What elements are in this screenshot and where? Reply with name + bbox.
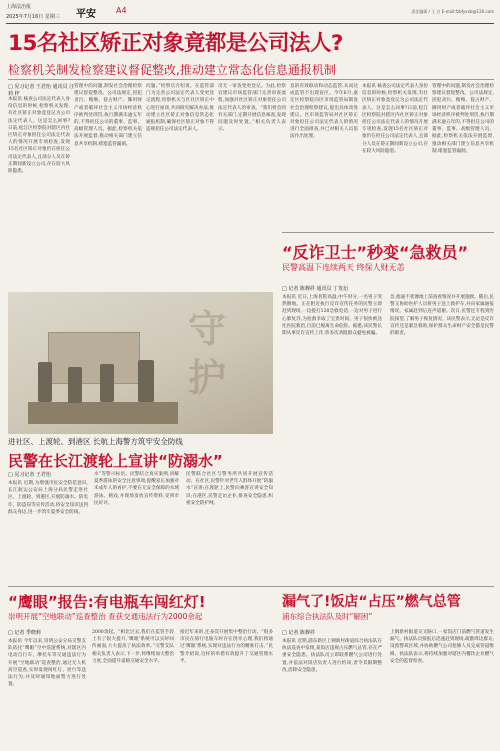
story5-byline: □ 记者 陈穆祥	[282, 630, 315, 636]
story1-column-3: 问题。”检察官介绍说。在监管部门为完善公司法定代表人变更登记流程,检察机关与区社区矫正中心进行座谈,共同研究解决办法,推动建立社区矫正对象信息常态化通报机制,确保社区矫正对象不得违规担任公司法定代表人。	[146, 84, 214, 133]
story1-subheadline: 检察机关制发检察建议督促整改,推动建立常态化信息通报机制	[8, 63, 336, 77]
section-name: 平安	[76, 9, 96, 20]
story3-column-2: 水”等警示标语。民警结合真实案例,讲解夏季游泳的安全注意事项,提醒家长加强对未成年人的看护,不要在无安全保障的水域游泳、嬉戏,并现场发放宣传资料,受到市民好评。	[94, 472, 179, 506]
story2-headline: “反诈卫士”秒变“急救员”	[282, 243, 469, 262]
story3-column-1: 本报讯 近期,为增强市民安全防范意识,长江航运公安局上海分局民警走进社区、上渡轮、到港区,开展防溺水、防电诈、防盗窃等宣传活动,将安全知识送到群众身边,进一步筑牢夏季安全防线。	[8, 481, 88, 515]
story5-headline: 漏气了!饭店“占压”燃气总管	[282, 594, 461, 610]
story1-column-1: 本报讯 核查公司法定代表人身份信息的时候,检察机关发现,有社区矫正对象竟登记为公司法定代表人。这是怎么回事?日前,松江区检察院对辖区内社区矫正对象担任公司法定代表人的情况开展专项检查,发现15名社区矫正对象仍在担任公司法定代表人,且部分人员在矫正期间新设立公司,存在较大风险隐患。	[8, 97, 70, 175]
editor-credit: 责任编辑 / 王 吉 E-mail:fzbfyxxb@126.com	[411, 9, 494, 14]
story4-column-3: 接近年来的,还多次开展集中整治行动。“很多市民在骑行电瓶车时存在侥幸心理,我们将通过‘鹰眼’系统,实现对违法行为的精准打击。”民警介绍说,这样的举措有效提升了交通管理水平。	[180, 630, 273, 664]
photo-watermark-2: 护	[188, 355, 227, 400]
story3-byline: □ 见习记者 王君怡	[8, 472, 51, 478]
photo-figure	[138, 360, 154, 402]
story1-column-4: 司无一审查变更登记。为此,检察官建议市场监管部门完善审查流程,加强对社区矫正对象担任公司法定代表人的审查。“我们将会同有关部门,定期开展信息核查,发现问题及时处置。”相关负责人表示。	[218, 84, 286, 133]
photo-figure	[100, 364, 114, 402]
story2-byline: □ 记者 陈穆祥 通讯员 丁发衍	[282, 286, 349, 292]
story2-subheadline: 民警高温下连续两天 终保人财无恙	[282, 263, 405, 272]
story4-column-1: 本报讯 今年以来,崇明公安分局交警支队依托“鹰眼”空中巡逻系统,对辖区内电动自行车、摩托车等交通违法行为开展“空地联动”巡查整治,通过无人机高空巡查,实时发现闯红灯、逆行等违法行为,并及时通知地面警力进行处置。	[8, 639, 86, 688]
photo-desk	[28, 402, 178, 424]
story3-column-3: 民警联合社区与警务所共同开展宣传活动。在社区,民警针对老年人群体开展“防溺水”宣讲;在渡轮上,民警向乘客宣讲安全知识;在港区,民警走访企业,排查安全隐患,织密安全防护网。	[186, 472, 273, 506]
page-number: A4	[116, 6, 127, 15]
news-photo	[8, 292, 273, 434]
story3-headline: 民警在长江渡轮上宣讲“防溺水”	[8, 452, 223, 470]
story1-byline: □ 见习记者 王君怡 通讯员 汪 莉 梓	[8, 84, 75, 97]
story5-column-2: 上钢新村街道交叉路口,一家饭店门前燃气管道发生漏气。执法队员接报后迅速赶到现场,疏散周边群众,设置警戒区域,并协助燃气公司抢修人员完成管道维修。执法队表示,将持续加强对辖区内餐饮企业燃气安全的监督检查。	[390, 630, 494, 664]
page-header	[6, 3, 494, 24]
story4-subheadline: 崇明开展“空地联动”巡查整治 查获交通违法行为2000余起	[8, 612, 203, 621]
story5-subheadline: 浦东综合执法队及时“解困”	[282, 612, 373, 621]
story2-column-1: 本报讯 近日,上海普陀高温,中午时分,一名男子突然倒地。正在附近执行反诈宣传任务的民警立即赶到现场,一边拨打120急救电话,一边对男子进行心肺复苏,为抢救争取了宝贵时间。男子很快被送往医院救治,目前已脱离生命危险。据悉,该民警长期从事反诈宣传工作,曾多次劝阻群众避免被骗。	[282, 295, 382, 337]
photo-board	[48, 332, 140, 384]
story2-column-2: 急,他毫不犹豫地上前查看情况并开展施救。随后,民警又协助医护人员将男子送上救护车,并向家属通报情况。家属赶到后连声道谢。次日,民警还专程到医院探望,了解男子恢复情况。该民警表示,无论是反诈宣传还是紧急救助,保护群众生命财产安全都是民警的职责。	[390, 295, 494, 337]
story1-column-5: 息的有效联动和动态监管,从而达成监管不出现盲区。今年6月,嘉定区检察院向区市场监管局制发社会治理检察建议,提出具体改进建议。区市场监管局对社区矫正对象担任公司法定代表人的情况进行全面排查,并已对相关人员依法作出处理。	[290, 84, 358, 140]
story4-byline: □ 记者 季晓莉	[8, 630, 41, 636]
story1-column-6: 本报讯 核查公司法定代表人身份信息的时候,检察机关发现,有社区矫正对象竟登记为公司法定代表人。这是怎么回事?日前,松江区检察院对辖区内社区矫正对象担任公司法定代表人的情况开展专项检查,发现15名社区矫正对象仍在担任公司法定代表人,且部分人员在矫正期间新设立公司,存在较大风险隐患。	[362, 84, 428, 154]
photo-watermark-1: 守	[188, 306, 227, 351]
divider	[282, 232, 494, 233]
story1-headline: 15名社区矫正对象竟都是公司法人?	[8, 31, 343, 56]
photo-caption: 进社区、上渡轮、到港区 长航上海警方筑牢安全防线	[8, 437, 183, 446]
story4-column-2: 2000余起。“相比过去,我们在监管手段上有了很大提升,‘鹰眼’系统可以实时回传画面,大大提高了执法效率。”交警支队相关负责人表示,下一步,将继续加大整治力度,全面提升道路交通安全水平。	[92, 630, 174, 664]
divider	[8, 586, 494, 587]
photo-figure	[38, 362, 52, 402]
paper-name: 上海法治报	[6, 4, 32, 10]
story5-column-1: 本报讯 近期,浦东新区上钢新村街道综合执法队在执法巡查中发现,某饭店违规占压燃气总管,存在严重安全隐患。执法队员立即联系燃气公司进行处置,并依法对饭店负责人进行约谈,责令其限期整改,消除安全隐患。	[282, 639, 382, 673]
issue-date: 2025年7月16日 星期三	[6, 14, 60, 20]
divider	[8, 79, 494, 80]
story1-column-7: 管理中的问题,制发社会治理检察建议督促整改。公司法规定,因犯贪污、贿赂、侵占财产、挪用财产或者破坏社会主义市场经济秩序被判处刑罚,执行期满未逾五年的,不得担任公司的董事、监事、高级管理人员。据此,检察机关依法开展监督,推动相关部门建立信息共享机制,堵塞监管漏洞。	[432, 84, 494, 154]
story4-headline: “鹰眼”报告:有电瓶车闯红灯!	[8, 593, 206, 611]
photo-figure	[68, 367, 82, 403]
story1-column-2: 管理中的问题,制发社会治理检察建议督促整改。公司法规定,因犯贪污、贿赂、侵占财产、挪用财产或者破坏社会主义市场经济秩序被判处刑罚,执行期满未逾五年的,不得担任公司的董事、监事、高级管理人员。据此,检察机关依法开展监督,推动相关部门建立信息共享机制,堵塞监管漏洞。	[74, 84, 142, 147]
